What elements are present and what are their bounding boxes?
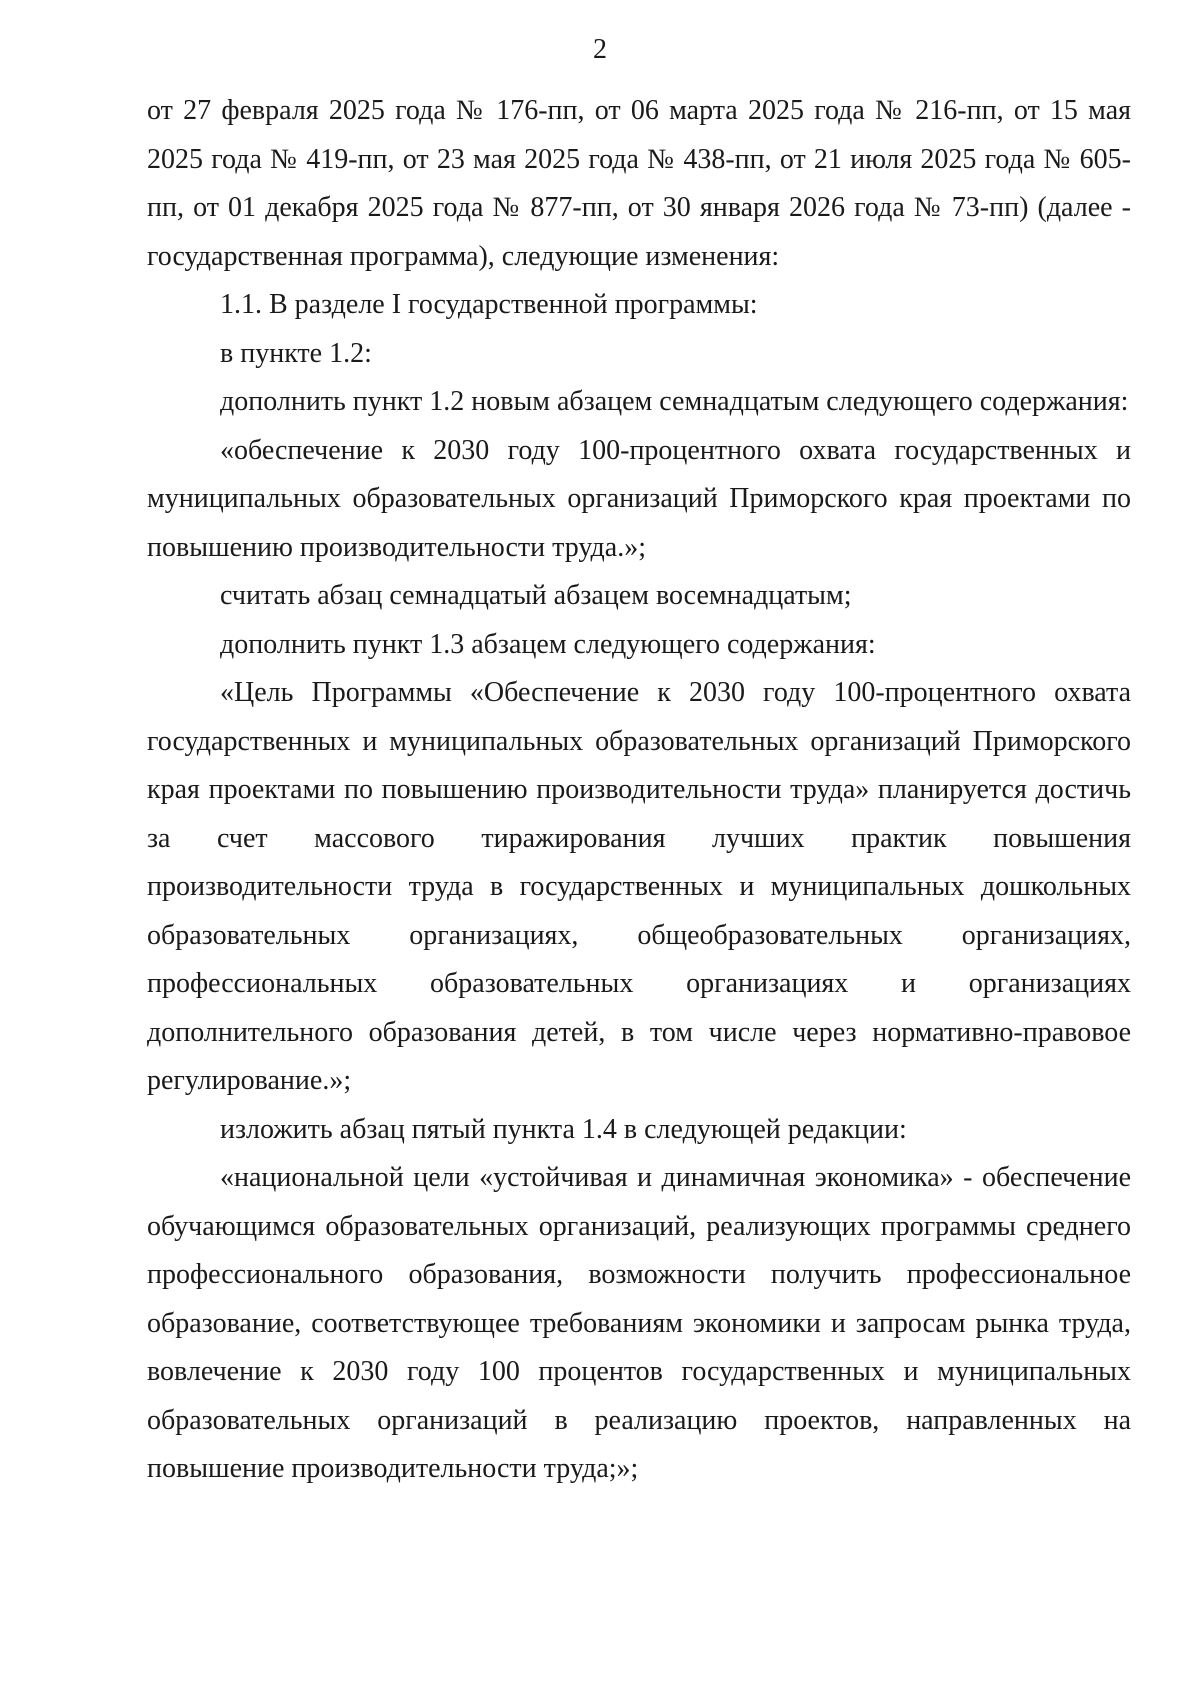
page-number: 2 <box>593 34 607 65</box>
paragraph: дополнить пункт 1.3 абзацем следующего содержания: <box>220 628 876 660</box>
paragraph: считать абзац семнадцатый абзацем восемнадцатым; <box>220 580 852 611</box>
paragraph: «Цель Программы «Обеспечение к 2030 году 100-процентного охвата государственных и муниципальных образовательных организаций Приморского края проектами по повышению производительности труда» планируется достичь за счет массового тиражирования лучших практик повышения производительности труда в государственных и муниципальных дошкольных образовательных организациях, общеобразовательных организациях, профессиональных образовательных организациях и организациях дополнительного образования детей, в том числе через нормативно-правовое регулирование.»; <box>147 677 1131 1096</box>
paragraph: «национальной цели «устойчивая и динамичная экономика» - обеспечение обучающимся образовательных организаций, реализующих программы среднего профессионального образования, возможности получить профессиональное образование, соответствующее требованиям экономики и запросам рынка труда, вовлечение к 2030 году 100 процентов государственных и муниципальных образовательных организаций в реализацию проектов, направленных на повышение производительности труда;»; <box>147 1162 1131 1484</box>
paragraph: дополнить пункт 1.2 новым абзацем семнадцатым следующего содержания: <box>220 386 1129 417</box>
paragraph: 1.1. В разделе I государственной программы: <box>220 289 758 320</box>
paragraph: в пункте 1.2: <box>220 337 372 369</box>
paragraph: изложить абзац пятый пункта 1.4 в следующей редакции: <box>220 1113 907 1145</box>
document-body <box>147 87 1131 1494</box>
paragraph: от 27 февраля 2025 года № 176-пп, от 06 марта 2025 года № 216-пп, от 15 мая 2025 года № 419-пп, от 23 мая 2025 года № 438-пп, от 21 июля 2025 года № 605-пп, от 01 декабря 2025 года № 877-пп, от 30 января 2026 года № 73-пп) (далее - государственная программа), следующие изменения: <box>147 95 1131 272</box>
paragraph: «обеспечение к 2030 году 100-процентного охвата государственных и муниципальных образовательных организаций Приморского края проектами по повышению производительности труда.»; <box>147 434 1131 563</box>
